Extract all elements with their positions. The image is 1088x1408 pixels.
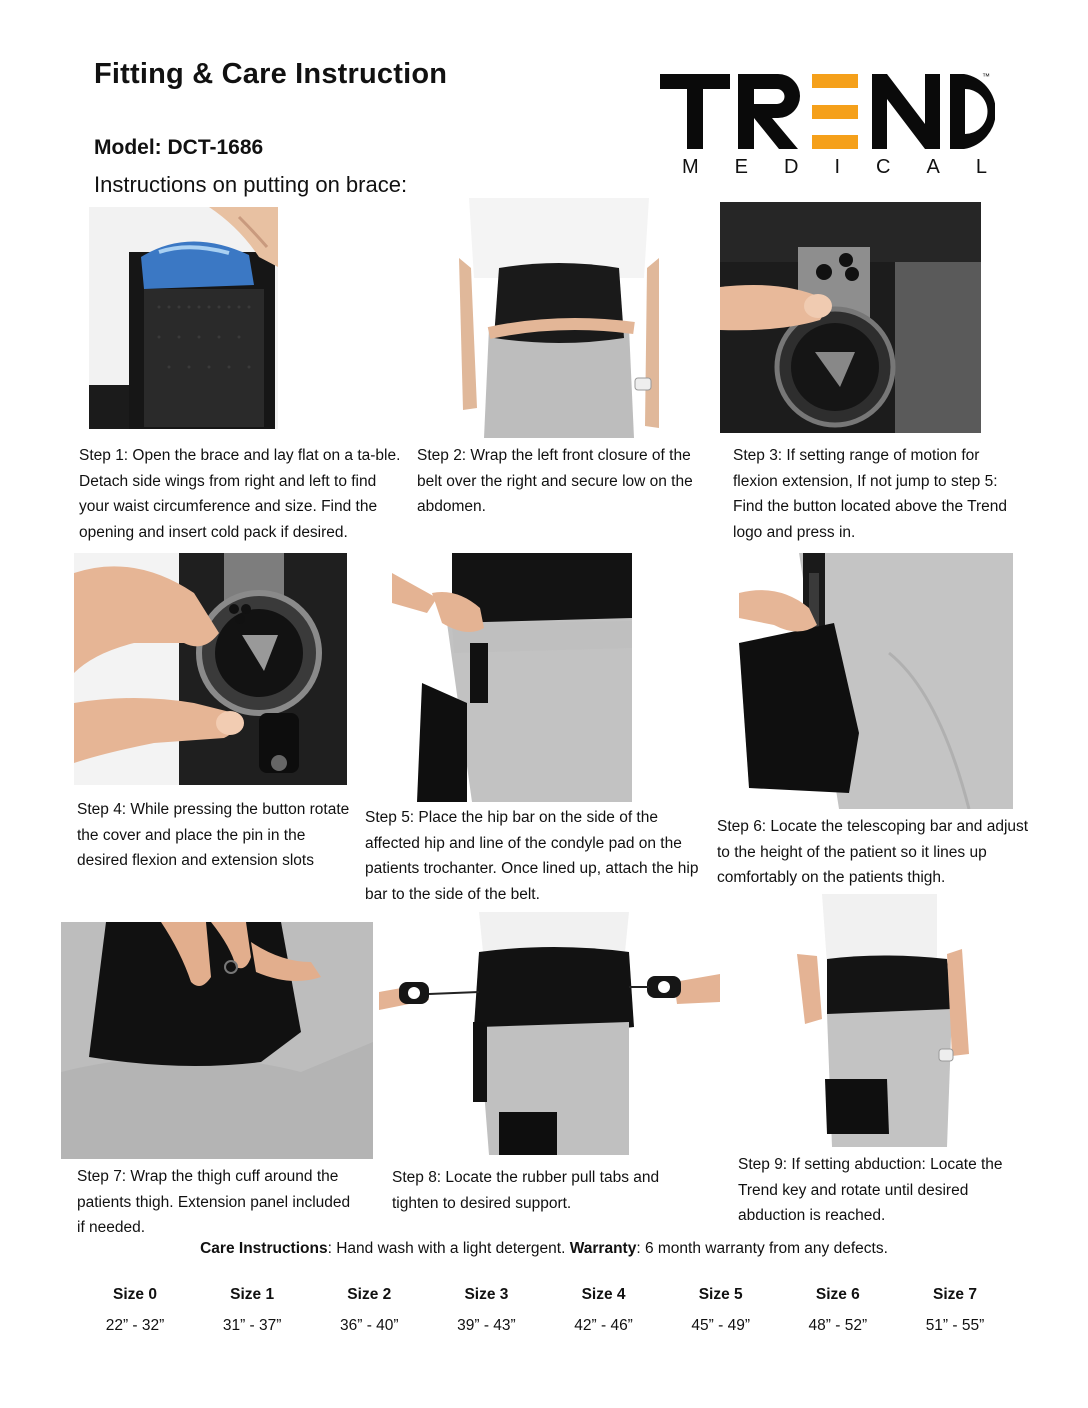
size-column — [80, 1286, 190, 1335]
size-range: 42” - 46” — [574, 1317, 633, 1334]
size-column — [549, 1286, 659, 1335]
size-name: Size 0 — [113, 1286, 157, 1303]
step-5-photo — [392, 553, 632, 802]
step-6-text: Step 6: Locate the telescoping bar and adjust to the height of the patient so it lines up comfortably on the patients thigh. — [717, 818, 1029, 886]
step-8-text: Step 8: Locate the rubber pull tabs and tighten to desired support. — [392, 1169, 660, 1212]
step-7-text: Step 7: Wrap the thigh cuff around the patients thigh. Extension panel included if needed. — [77, 1168, 351, 1236]
size-column — [197, 1286, 307, 1335]
size-column — [666, 1286, 776, 1335]
size-range: 45” - 49” — [691, 1317, 750, 1334]
step-9-photo — [787, 894, 969, 1147]
size-name: Size 7 — [933, 1286, 977, 1303]
size-range: 31” - 37” — [222, 1317, 282, 1334]
logo-letter: L — [975, 156, 987, 178]
size-name: Size 2 — [347, 1286, 392, 1303]
size-chart — [80, 1286, 1010, 1335]
size-column — [314, 1286, 424, 1335]
size-range: 22” - 32” — [105, 1317, 165, 1334]
logo-subtitle — [682, 156, 987, 179]
size-range: 36” - 40” — [339, 1317, 399, 1334]
step-7-photo — [61, 922, 373, 1159]
logo-letter: I — [834, 156, 841, 178]
step-3-photo — [720, 202, 981, 433]
size-range: 51” - 55” — [925, 1317, 985, 1334]
size-name: Size 6 — [815, 1286, 860, 1303]
step-9-text: Step 9: If setting abduction: Locate the Trend key and rotate until desired abduction is reached. — [738, 1156, 1003, 1224]
size-range: 39” - 43” — [457, 1317, 516, 1334]
warranty-text: : 6 month warranty from any defects. — [636, 1240, 888, 1257]
step-8-photo — [379, 912, 720, 1155]
logo-letter: A — [926, 156, 940, 178]
logo-letter: E — [734, 156, 749, 178]
step-2-photo — [459, 198, 659, 438]
care-text: : Hand wash with a light detergent. — [327, 1240, 570, 1257]
size-name: Size 4 — [581, 1286, 626, 1303]
trend-medical-logo — [660, 70, 995, 180]
logo-letter: C — [876, 156, 891, 178]
step-3-text: Step 3: If setting range of motion for flexion extension, If not jump to step 5: Find the button located above the Trend logo and press in. — [733, 447, 1008, 541]
model-number: Model: DCT-1686 — [94, 136, 264, 159]
logo-letter: M — [682, 156, 699, 178]
step-4-photo — [74, 553, 347, 785]
size-column — [431, 1286, 541, 1335]
step-2-text: Step 2: Wrap the left front closure of the belt over the right and secure low on the abdomen. — [417, 447, 693, 515]
logo-wordmark — [660, 70, 995, 155]
logo-letter: D — [784, 156, 799, 178]
step-1-photo — [89, 207, 278, 429]
care-label: Care Instructions — [200, 1240, 328, 1257]
trademark-symbol: ™ — [982, 72, 990, 81]
step-1-text: Step 1: Open the brace and lay flat on a ta-ble. Detach side wings from right and left to find your waist circumference and size. Find the opening and insert cold pack if desired. — [79, 447, 401, 541]
size-column — [783, 1286, 893, 1335]
step-5-text: Step 5: Place the hip bar on the side of the affected hip and line of the condyle pad on the patients trochanter. Once lined up, attach the hip bar to the side of the belt. — [365, 809, 699, 903]
page-title: Fitting & Care Instruction — [94, 58, 448, 90]
step-4-text: Step 4: While pressing the button rotate the cover and place the pin in the desired flexion and extension slots — [77, 801, 350, 869]
size-range: 48” - 52” — [808, 1317, 868, 1334]
warranty-label: Warranty — [569, 1240, 637, 1257]
instructions-heading: Instructions on putting on brace: — [94, 172, 408, 197]
size-name: Size 1 — [230, 1286, 275, 1303]
size-column — [900, 1286, 1010, 1335]
step-6-photo — [739, 553, 1013, 809]
care-warranty-line — [0, 1240, 1088, 1258]
size-name: Size 5 — [698, 1286, 743, 1303]
size-name: Size 3 — [464, 1286, 509, 1303]
